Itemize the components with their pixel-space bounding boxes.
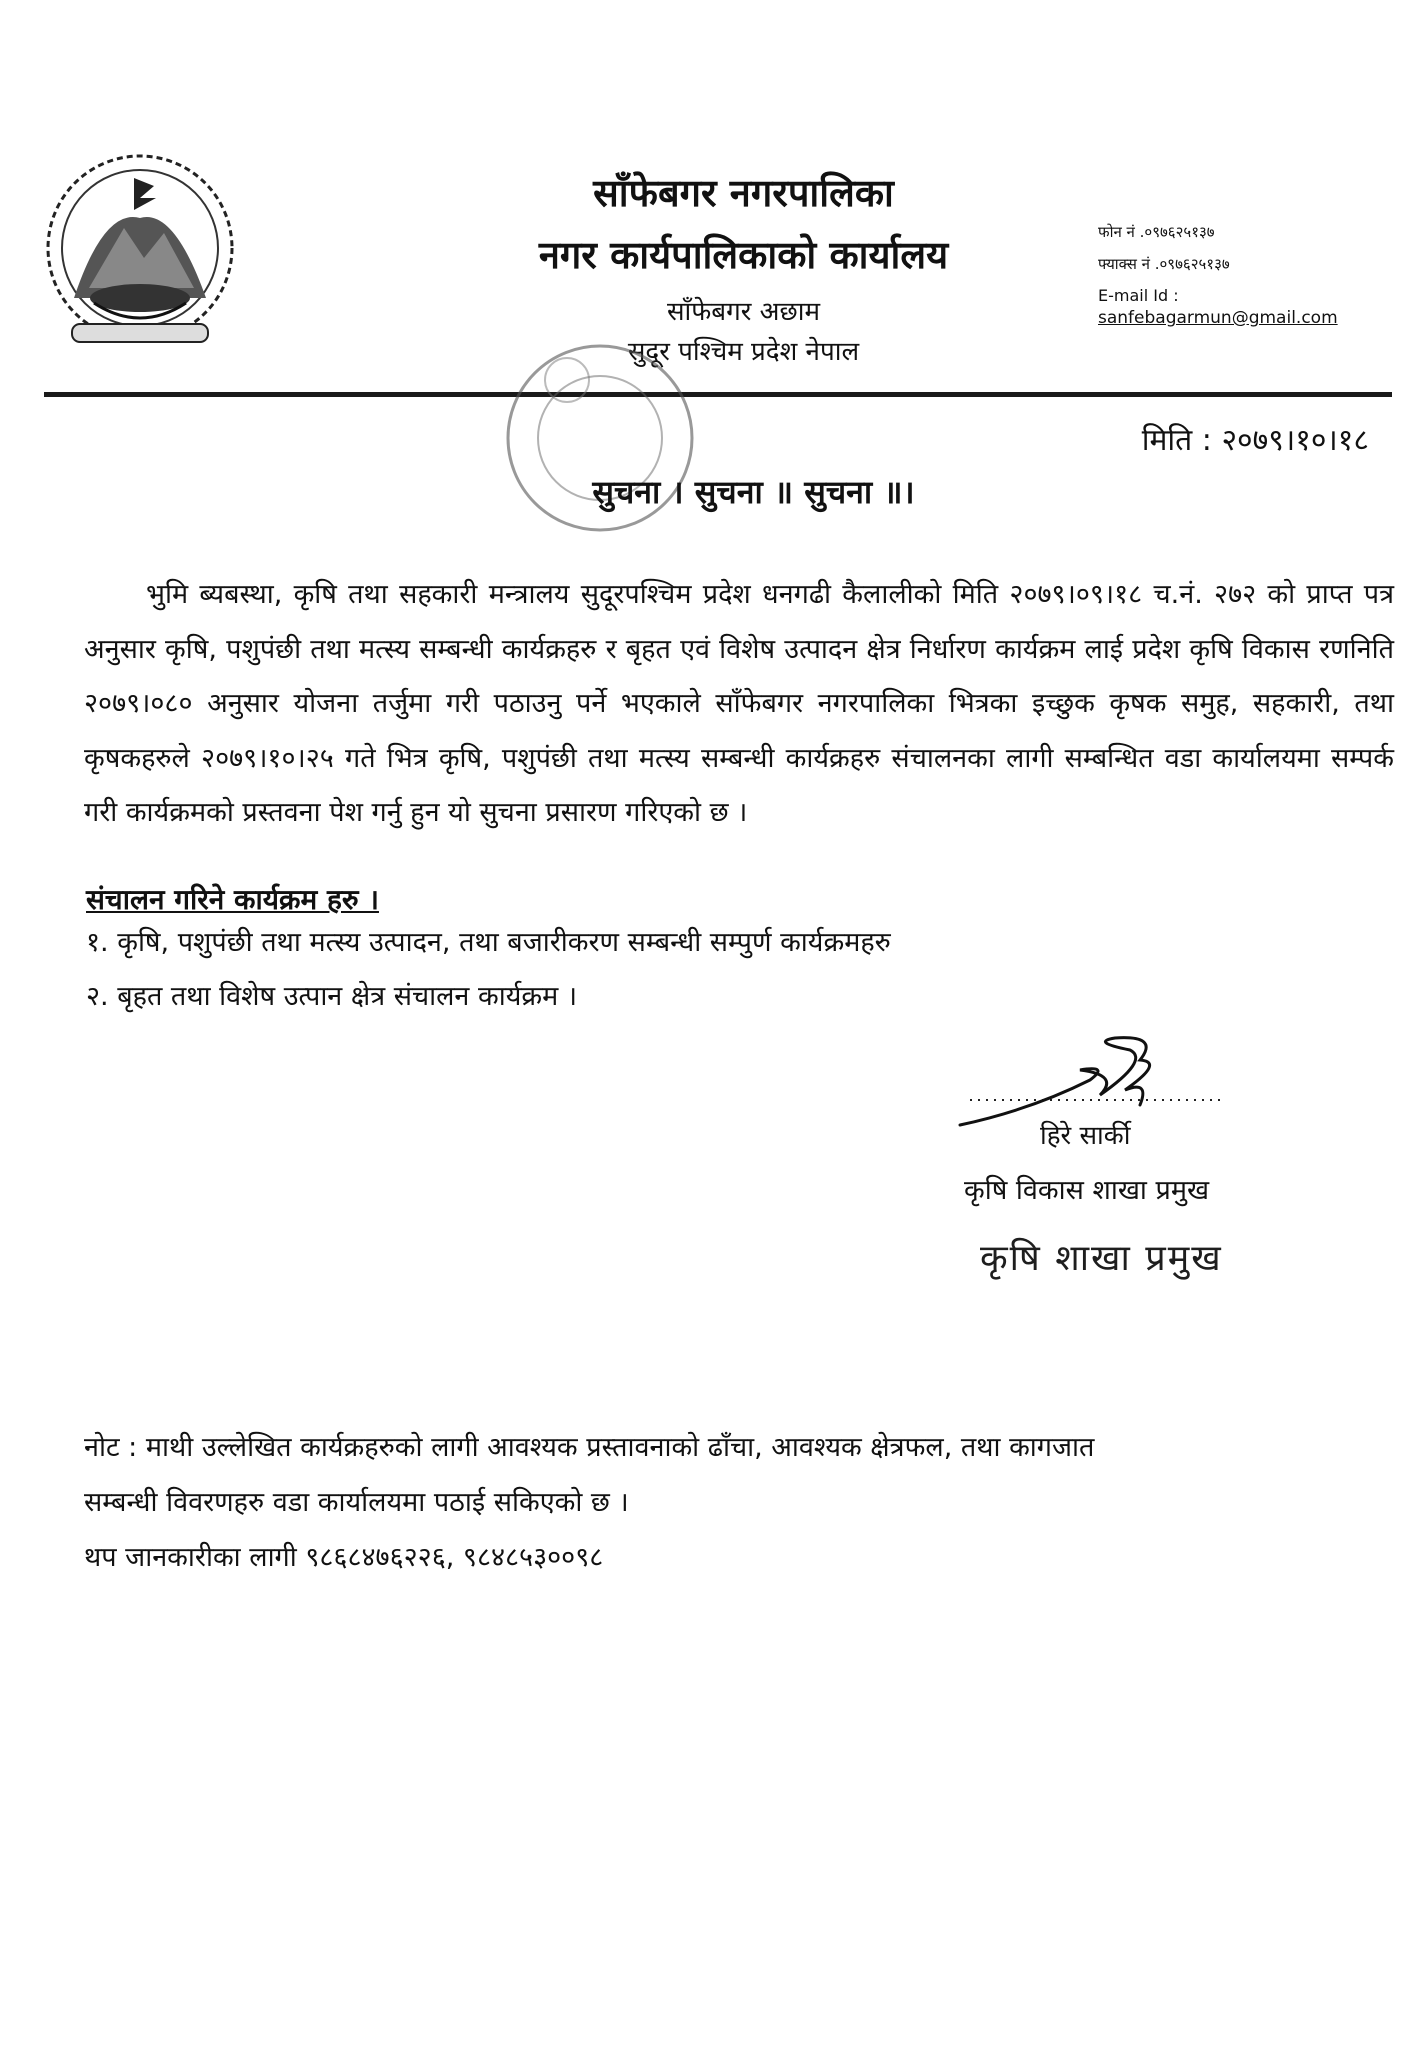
fax-number: फ्याक्स नं .०९७६२५१३७: [1098, 255, 1230, 273]
municipality-name: साँफेबगर नगरपालिका: [593, 171, 894, 215]
notice-body: भुमि ब्यबस्था, कृषि तथा सहकारी मन्त्रालय सुदूरपश्चिम प्रदेश धनगढी कैलालीको मिति २०७९।०९।१८ च.नं. २७२ को प्राप्त पत्र अनुसार कृषि, पशुपंछी तथा मत्स्य सम्बन्धी कार्यक्रहरु र बृहत एवं विशेष उत्पादन क्षेत्र निर्धारण कार्यक्रम लाई प्रदेश कृषि विकास रणनिति २०७९।०८० अनुसार योजना तर्जुमा गरी पठाउनु पर्ने भएकाले साँफेबगर नगरपालिका भित्रका इच्छुक कृषक समुह, सहकारी, तथा कृषकहरुले २०७९।१०।२५ गते भित्र कृषि, पशुपंछी तथा मत्स्य सम्बन्धी कार्यक्रहरु संचालनका लागी सम्बन्धित वडा कार्यालयमा सम्पर्क गरी कार्यक्रमको प्रस्तवना पेश गर्नु हुन यो सुचना प्रसारण गरिएको छ ।: [84, 579, 1394, 828]
header-divider: [44, 392, 1392, 397]
office-name: नगर कार्यपालिकाको कार्यालय: [538, 233, 949, 277]
note-line: थप जानकारीका लागी ९८६८४७६२२६, ९८४८५३००९८: [84, 1542, 604, 1573]
note-line: नोट : माथी उल्लेखित कार्यक्रहरुको लागी आवश्यक प्रस्तावनाको ढाँचा, आवश्यक क्षेत्रफल, तथा कागजात: [84, 1432, 1095, 1463]
footnote: [84, 1420, 1394, 1585]
program-item: २. बृहत तथा विशेष उत्पान क्षेत्र संचालन कार्यक्रम ।: [86, 981, 578, 1012]
province-name: सुदूर पश्चिम प्रदेश नेपाल: [627, 337, 860, 367]
signatory-stamp: कृषि शाखा प्रमुख: [980, 1238, 1223, 1279]
email-label: E-mail Id :: [1098, 286, 1179, 305]
notice-title: सुचना । सुचना ॥ सुचना ॥।: [592, 473, 915, 511]
note-line: सम्बन्धी विवरणहरु वडा कार्यालयमा पठाई सकिएको छ ।: [84, 1487, 629, 1518]
signatory-name: हिरे सार्की: [1040, 1121, 1131, 1151]
program-item: १. कृषि, पशुपंछी तथा मत्स्य उत्पादन, तथा बजारीकरण सम्बन्धी सम्पुर्ण कार्यक्रमहरु: [86, 927, 891, 958]
email-link[interactable]: sanfebagarmun@gmail.com: [1098, 308, 1338, 328]
office-location: साँफेबगर अछाम: [666, 297, 821, 327]
notice-date: मिति : २०७९।१०।१८: [1141, 423, 1369, 458]
phone-number: फोन नं .०९७६२५१३७: [1098, 223, 1215, 241]
programs-heading: संचालन गरिने कार्यक्रम हरु ।: [86, 883, 379, 916]
signatory-title: कृषि विकास शाखा प्रमुख: [964, 1175, 1210, 1206]
